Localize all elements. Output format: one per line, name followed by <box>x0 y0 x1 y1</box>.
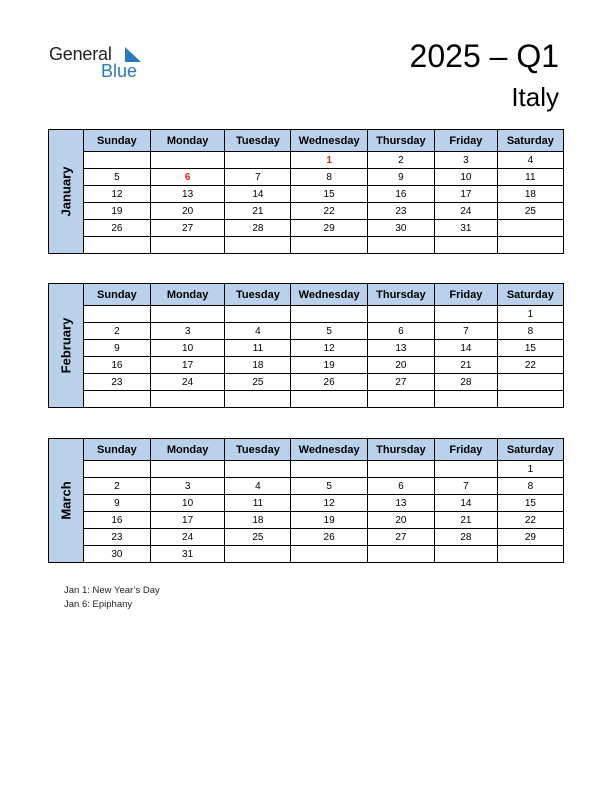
day-cell: 16 <box>84 357 151 374</box>
weekday-header-row <box>84 130 564 152</box>
day-cell: 1 <box>497 461 563 478</box>
day-cell: 4 <box>225 478 291 495</box>
day-cell: 11 <box>225 495 291 512</box>
day-cell: 21 <box>225 203 291 220</box>
weekday-header: Sunday <box>84 130 151 152</box>
day-cell <box>84 461 151 478</box>
day-cell: 12 <box>84 186 151 203</box>
day-cell: 15 <box>497 495 563 512</box>
day-cell: 10 <box>150 340 225 357</box>
day-cell <box>84 237 151 254</box>
weekday-header: Monday <box>150 130 225 152</box>
day-cell: 13 <box>367 340 434 357</box>
day-cell: 2 <box>367 152 434 169</box>
month-label <box>48 283 83 408</box>
logo-text-blue: Blue <box>101 61 138 81</box>
page-title: 2025 – Q1 <box>409 38 559 74</box>
day-cell: 23 <box>84 529 151 546</box>
month-calendar-february <box>48 283 564 408</box>
day-cell: 9 <box>84 340 151 357</box>
day-cell: 18 <box>225 512 291 529</box>
weekday-header-row <box>84 439 564 461</box>
day-cell: 17 <box>150 357 225 374</box>
day-cell: 12 <box>291 495 367 512</box>
day-cell <box>435 546 498 563</box>
day-cell: 27 <box>150 220 225 237</box>
week-row <box>84 529 564 546</box>
week-row <box>84 512 564 529</box>
day-cell: 8 <box>291 169 367 186</box>
day-cell: 25 <box>225 374 291 391</box>
day-cell <box>291 461 367 478</box>
week-row <box>84 323 564 340</box>
day-cell: 4 <box>497 152 563 169</box>
week-row <box>84 357 564 374</box>
day-cell: 20 <box>150 203 225 220</box>
day-cell: 15 <box>291 186 367 203</box>
day-cell <box>435 461 498 478</box>
month-grid <box>83 129 564 254</box>
month-calendar-march <box>48 438 564 563</box>
weekday-header: Saturday <box>497 284 563 306</box>
day-cell <box>435 237 498 254</box>
day-cell: 19 <box>291 512 367 529</box>
day-cell <box>367 306 434 323</box>
day-cell: 9 <box>367 169 434 186</box>
day-cell <box>435 306 498 323</box>
day-cell <box>150 391 225 408</box>
day-cell <box>435 391 498 408</box>
month-name: February <box>58 317 74 374</box>
day-cell <box>367 461 434 478</box>
brand-logo <box>49 44 159 84</box>
day-cell <box>497 374 563 391</box>
day-cell <box>84 391 151 408</box>
weekday-header: Wednesday <box>291 284 367 306</box>
day-cell: 28 <box>435 529 498 546</box>
day-cell <box>84 306 151 323</box>
day-cell: 20 <box>367 357 434 374</box>
day-cell: 8 <box>497 478 563 495</box>
day-cell: 10 <box>150 495 225 512</box>
day-cell: 14 <box>435 495 498 512</box>
month-label <box>48 438 83 563</box>
weekday-header: Thursday <box>367 130 434 152</box>
day-cell: 23 <box>367 203 434 220</box>
day-cell: 16 <box>84 512 151 529</box>
day-cell: 27 <box>367 529 434 546</box>
day-cell: 11 <box>497 169 563 186</box>
day-cell <box>150 306 225 323</box>
holiday-note: Jan 6: Epiphany <box>64 599 133 610</box>
day-cell: 18 <box>225 357 291 374</box>
day-cell: 8 <box>497 323 563 340</box>
day-cell: 18 <box>497 186 563 203</box>
day-cell: 25 <box>225 529 291 546</box>
weekday-header: Wednesday <box>291 439 367 461</box>
weekday-header: Thursday <box>367 439 434 461</box>
day-cell <box>225 546 291 563</box>
day-cell: 3 <box>150 323 225 340</box>
day-cell: 26 <box>291 529 367 546</box>
holiday-notes <box>64 584 160 612</box>
country-name: Italy <box>511 82 559 112</box>
day-cell: 22 <box>497 512 563 529</box>
weekday-header: Monday <box>150 439 225 461</box>
week-row <box>84 169 564 186</box>
day-cell: 26 <box>291 374 367 391</box>
week-row <box>84 391 564 408</box>
weekday-header: Monday <box>150 284 225 306</box>
day-cell: 16 <box>367 186 434 203</box>
day-cell <box>291 546 367 563</box>
day-cell: 5 <box>84 169 151 186</box>
week-row <box>84 306 564 323</box>
month-name: January <box>58 166 74 217</box>
day-cell: 20 <box>367 512 434 529</box>
day-cell: 24 <box>150 374 225 391</box>
day-cell: 11 <box>225 340 291 357</box>
day-cell: 3 <box>150 478 225 495</box>
day-cell <box>497 237 563 254</box>
day-cell: 25 <box>497 203 563 220</box>
day-cell: 6 <box>367 478 434 495</box>
month-label <box>48 129 83 254</box>
week-row <box>84 203 564 220</box>
day-cell: 29 <box>291 220 367 237</box>
week-row <box>84 340 564 357</box>
day-cell <box>497 220 563 237</box>
weekday-header: Sunday <box>84 284 151 306</box>
day-cell <box>367 546 434 563</box>
day-cell: 31 <box>150 546 225 563</box>
week-row <box>84 478 564 495</box>
day-cell <box>367 391 434 408</box>
day-cell <box>84 152 151 169</box>
month-calendar-january <box>48 129 564 254</box>
day-cell: 10 <box>435 169 498 186</box>
day-cell: 5 <box>291 478 367 495</box>
week-row <box>84 495 564 512</box>
weekday-header: Sunday <box>84 439 151 461</box>
day-cell <box>291 306 367 323</box>
day-cell <box>225 237 291 254</box>
day-cell: 14 <box>435 340 498 357</box>
day-cell: 22 <box>291 203 367 220</box>
day-cell: 15 <box>497 340 563 357</box>
day-cell: 1 <box>497 306 563 323</box>
week-row <box>84 186 564 203</box>
weekday-header: Tuesday <box>225 439 291 461</box>
weekday-header: Friday <box>435 284 498 306</box>
month-grid <box>83 283 564 408</box>
day-cell: 24 <box>435 203 498 220</box>
day-cell: 2 <box>84 323 151 340</box>
day-cell <box>225 306 291 323</box>
holiday-note: Jan 1: New Year’s Day <box>64 585 160 596</box>
day-cell: 28 <box>435 374 498 391</box>
week-row <box>84 220 564 237</box>
day-cell: 26 <box>84 220 151 237</box>
day-cell <box>150 152 225 169</box>
day-cell: 7 <box>225 169 291 186</box>
day-cell: 7 <box>435 323 498 340</box>
day-cell: 6 <box>367 323 434 340</box>
week-row <box>84 152 564 169</box>
day-cell: 17 <box>150 512 225 529</box>
week-row <box>84 237 564 254</box>
day-cell <box>497 546 563 563</box>
day-cell <box>367 237 434 254</box>
week-row <box>84 374 564 391</box>
day-cell <box>150 461 225 478</box>
day-cell: 1 <box>291 152 367 169</box>
weekday-header: Tuesday <box>225 284 291 306</box>
weekday-header: Friday <box>435 130 498 152</box>
day-cell: 21 <box>435 512 498 529</box>
day-cell <box>225 152 291 169</box>
day-cell: 19 <box>84 203 151 220</box>
day-cell: 22 <box>497 357 563 374</box>
day-cell: 30 <box>84 546 151 563</box>
day-cell: 17 <box>435 186 498 203</box>
day-cell: 23 <box>84 374 151 391</box>
day-cell <box>291 391 367 408</box>
day-cell: 21 <box>435 357 498 374</box>
day-cell: 2 <box>84 478 151 495</box>
day-cell <box>150 237 225 254</box>
day-cell: 28 <box>225 220 291 237</box>
logo-text-general: General <box>49 44 112 64</box>
day-cell: 5 <box>291 323 367 340</box>
month-grid <box>83 438 564 563</box>
day-cell: 13 <box>150 186 225 203</box>
weekday-header: Thursday <box>367 284 434 306</box>
day-cell: 31 <box>435 220 498 237</box>
day-cell <box>291 237 367 254</box>
day-cell: 6 <box>150 169 225 186</box>
day-cell: 14 <box>225 186 291 203</box>
day-cell: 19 <box>291 357 367 374</box>
weekday-header: Tuesday <box>225 130 291 152</box>
weekday-header: Saturday <box>497 439 563 461</box>
day-cell: 27 <box>367 374 434 391</box>
day-cell: 29 <box>497 529 563 546</box>
day-cell <box>225 391 291 408</box>
day-cell <box>225 461 291 478</box>
weekday-header: Saturday <box>497 130 563 152</box>
day-cell <box>497 391 563 408</box>
weekday-header-row <box>84 284 564 306</box>
day-cell: 7 <box>435 478 498 495</box>
day-cell: 3 <box>435 152 498 169</box>
day-cell: 12 <box>291 340 367 357</box>
day-cell: 4 <box>225 323 291 340</box>
day-cell: 30 <box>367 220 434 237</box>
day-cell: 13 <box>367 495 434 512</box>
weekday-header: Wednesday <box>291 130 367 152</box>
day-cell: 9 <box>84 495 151 512</box>
weekday-header: Friday <box>435 439 498 461</box>
week-row <box>84 546 564 563</box>
month-name: March <box>58 481 74 520</box>
day-cell: 24 <box>150 529 225 546</box>
week-row <box>84 461 564 478</box>
